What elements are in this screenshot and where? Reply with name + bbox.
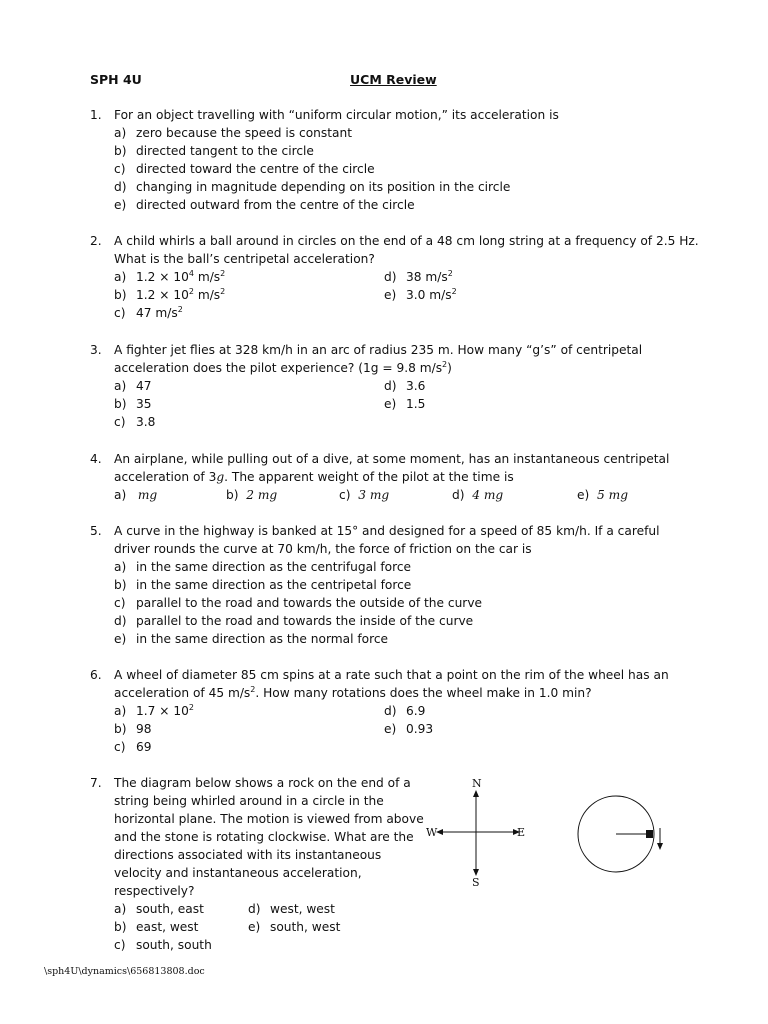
velocity-arrowhead — [657, 843, 663, 850]
circular-path — [578, 796, 663, 872]
option-a: a) zero because the speed is constant — [114, 126, 352, 140]
question-stem: An airplane, while pulling out of a dive, at some moment, has an instantaneous centripetal — [114, 452, 670, 466]
file-path-footer: \sph4U\dynamics\656813808.doc — [44, 966, 205, 977]
option-a: a) in the same direction as the centrifugal force — [114, 560, 412, 574]
option-d: d) 38 $m/s^2$ — [384, 269, 453, 284]
question-stem-cont: string being whirled around in a circle in the — [114, 794, 384, 808]
question-stem-cont: acceleration does the pilot experience? (1g = 9.8 $m/s^2$) — [114, 360, 452, 375]
option-c: c) 3.8 — [114, 415, 156, 429]
question-stem-cont: driver rounds the curve at 70 km/h, the force of friction on the car is — [114, 542, 532, 556]
option-b: b) in the same direction as the centripetal force — [114, 578, 412, 592]
option-e: e) 3.0 $m/s^2$ — [384, 287, 457, 302]
compass-n-label: N — [472, 777, 482, 790]
rock-square — [646, 830, 653, 838]
question-stem-cont: respectively? — [114, 884, 195, 898]
option-c: c) 47 $m/s^2$ — [114, 305, 183, 320]
option-e: e) 5 mg — [577, 488, 629, 502]
option-e: e) in the same direction as the normal force — [114, 632, 389, 646]
page-header — [90, 72, 690, 90]
option-e: e) directed outward from the centre of the circle — [114, 198, 415, 212]
question-stem: A fighter jet flies at 328 km/h in an arc of radius 235 m. How many “g’s” of centripetal — [114, 343, 643, 357]
option-a: a) south, east — [114, 902, 204, 916]
question-5 — [90, 522, 690, 648]
question-3 — [90, 341, 690, 431]
option-a: a) mg — [114, 488, 158, 502]
question-stem-cont: acceleration of 3g. The apparent weight of the pilot at the time is — [114, 470, 514, 484]
option-d: d) west, west — [248, 902, 335, 916]
north-arrowhead — [473, 790, 479, 797]
question-stem: A child whirls a ball around in circles on the end of a 48 cm long string at a frequency of 2.5 Hz. — [114, 234, 699, 248]
question-4 — [90, 450, 690, 504]
option-e: e) south, west — [248, 920, 341, 934]
option-e: e) 1.5 — [384, 397, 426, 411]
rock-diagram — [420, 772, 664, 890]
option-b: b) 35 — [114, 397, 152, 411]
question-2 — [90, 232, 699, 322]
question-stem: The diagram below shows a rock on the end of a — [114, 776, 411, 790]
option-d: d) 6.9 — [384, 704, 426, 718]
option-d: d) 3.6 — [384, 379, 426, 393]
option-d: d) parallel to the road and towards the inside of the curve — [114, 614, 474, 628]
question-number: 7. — [90, 776, 102, 790]
options-row — [90, 486, 690, 504]
option-c: c) directed toward the centre of the circle — [114, 162, 375, 176]
question-7 — [90, 774, 424, 954]
course-code: SPH 4U — [90, 72, 142, 87]
question-stem-cont: velocity and instantaneous acceleration, — [114, 866, 362, 880]
question-stem-cont: and the stone is rotating clockwise. What are the — [114, 830, 414, 844]
option-a: a) $1.7 \times 10^2$ — [114, 703, 194, 718]
option-d: d) changing in magnitude depending on its position in the circle — [114, 180, 511, 194]
option-d: d) 4 mg — [452, 488, 504, 502]
option-a: a) 47 — [114, 379, 152, 393]
question-number: 4. — [90, 452, 102, 466]
page-title: UCM Review — [350, 72, 437, 87]
option-c: c) south, south — [114, 938, 212, 952]
question-stem-cont: directions associated with its instantaneous — [114, 848, 382, 862]
question-number: 1. — [90, 108, 102, 122]
compass-w-label: W — [426, 826, 438, 839]
compass-rose — [426, 777, 525, 889]
question-1 — [90, 106, 690, 214]
question-number: 5. — [90, 524, 102, 538]
option-b: b) $1.2 \times 10^2$ $m/s^2$ — [114, 287, 226, 302]
question-stem-cont: What is the ball’s centripetal acceleration? — [114, 252, 375, 266]
south-arrowhead — [473, 869, 479, 876]
option-a: a) $1.2 \times 10^4$ $m/s^2$ — [114, 269, 226, 284]
compass-s-label: S — [472, 876, 480, 889]
option-e: e) 0.93 — [384, 722, 434, 736]
question-stem: A wheel of diameter 85 cm spins at a rate such that a point on the rim of the wheel has an — [114, 668, 669, 682]
option-c: c) 3 mg — [339, 488, 390, 502]
question-stem: For an object travelling with “uniform circular motion,” its acceleration is — [114, 108, 559, 122]
question-6 — [90, 666, 690, 756]
question-stem: A curve in the highway is banked at 15° and designed for a speed of 85 km/h. If a careful — [114, 524, 660, 538]
option-b: b) east, west — [114, 920, 199, 934]
compass-e-label: E — [517, 826, 526, 839]
option-c: c) 69 — [114, 740, 152, 754]
option-b: b) directed tangent to the circle — [114, 144, 314, 158]
question-number: 2. — [90, 234, 102, 248]
option-b: b) 98 — [114, 722, 152, 736]
question-number: 3. — [90, 343, 102, 357]
question-stem-cont: horizontal plane. The motion is viewed from above — [114, 812, 424, 826]
question-number: 6. — [90, 668, 102, 682]
option-b: b) 2 mg — [226, 488, 278, 502]
question-stem-cont: acceleration of 45 $m/s^2$. How many rotations does the wheel make in 1.0 min? — [114, 685, 592, 700]
option-c: c) parallel to the road and towards the outside of the curve — [114, 596, 483, 610]
